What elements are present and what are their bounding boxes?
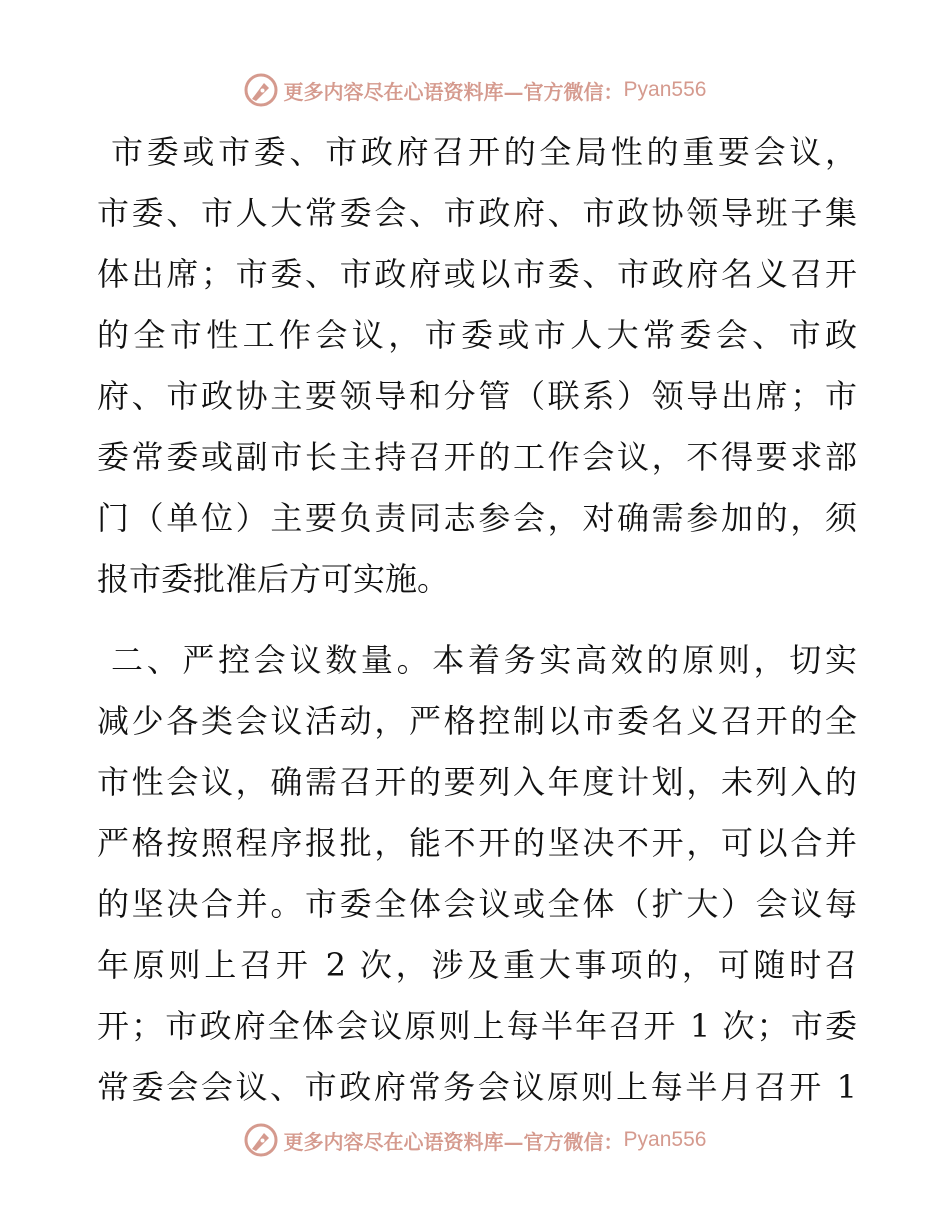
text-line: 二、严控会议数量。本着务实高效的原则，切实 — [111, 641, 857, 679]
text-line: 严格按照程序报批，能不开的坚决不开，可以合并 — [97, 824, 857, 862]
text-line: 常委会会议、市政府常务会议原则上每半月召开 1 — [97, 1068, 857, 1106]
paragraph-1 — [97, 122, 857, 610]
document-body — [97, 122, 857, 1118]
text-line: 市性会议，确需召开的要列入年度计划，未列入的 — [97, 763, 857, 801]
header-banner-text: 更多内容尽在心语资料库 — [283, 79, 504, 104]
text-line: 开；市政府全体会议原则上每半年召开 1 次；市委 — [97, 1007, 857, 1045]
text-line: 府、市政协主要领导和分管（联系）领导出席；市 — [97, 377, 857, 415]
footer-banner-text: 更多内容尽在心语资料库 — [283, 1129, 504, 1154]
text-line: 体出席；市委、市政府或以市委、市政府名义召开 — [97, 255, 857, 293]
header-banner-wechat: Pyan556 — [623, 78, 707, 101]
text-line: 的坚决合并。市委全体会议或全体（扩大）会议每 — [97, 885, 857, 923]
footer-banner-wechat: Pyan556 — [623, 1128, 707, 1151]
text-line: 委常委或副市长主持召开的工作会议，不得要求部 — [97, 438, 857, 476]
text-line: 的全市性工作会议，市委或市人大常委会、市政 — [97, 316, 857, 354]
text-line: 市委、市人大常委会、市政府、市政协领导班子集 — [97, 194, 857, 232]
text-line: 年原则上召开 2 次，涉及重大事项的，可随时召 — [97, 946, 857, 984]
pen-nib-logo-icon — [244, 1123, 278, 1157]
text-line: 减少各类会议活动，严格控制以市委名义召开的全 — [97, 702, 857, 740]
text-line: 门（单位）主要负责同志参会，对确需参加的，须 — [97, 499, 857, 537]
text-line: 市委或市委、市政府召开的全局性的重要会议， — [111, 133, 857, 171]
header-banner-dash: —官方微信： — [503, 79, 624, 104]
footer-banner-dash: —官方微信： — [503, 1129, 624, 1154]
footer-watermark-banner — [0, 1120, 950, 1160]
pen-nib-logo-icon — [244, 73, 278, 107]
paragraph-2 — [97, 630, 857, 1118]
text-line: 报市委批准后方可实施。 — [97, 560, 450, 598]
header-watermark-banner — [0, 70, 950, 110]
